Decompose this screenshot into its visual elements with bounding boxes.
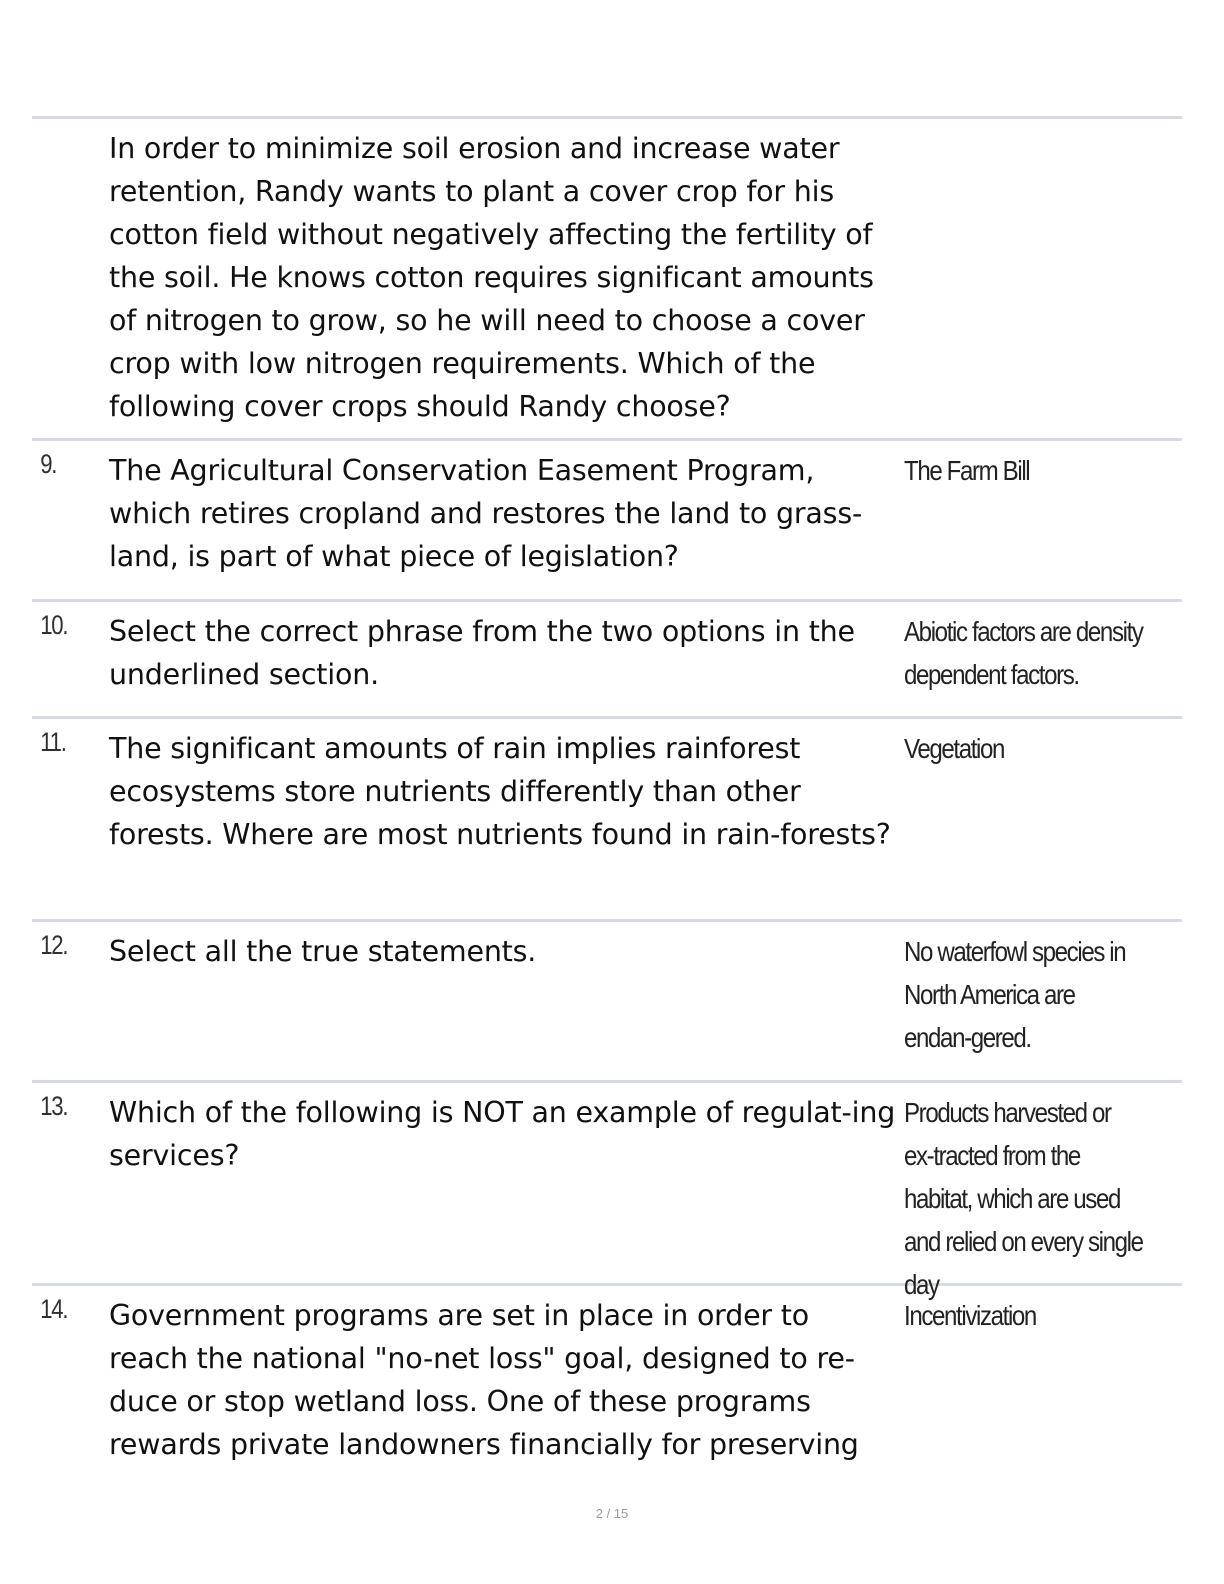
question-text: Select the correct phrase from the two options in the underlined section.	[109, 615, 855, 691]
question-row	[32, 1283, 1182, 1483]
question-text: The Agricultural Conservation Easement Program, which retires cropland and restores the land to grass-land, is part of what piece of legislation?	[109, 454, 863, 573]
question-row	[32, 599, 1182, 716]
answer-text: Incentivization	[904, 1300, 1036, 1331]
question-row	[32, 716, 1182, 919]
question-number	[32, 119, 95, 438]
question-number: 13.	[40, 1091, 68, 1121]
page-indicator: 2 / 15	[595, 1506, 629, 1521]
answer-text: Products harvested or ex-tracted from the habitat, which are used and relied on every single day	[904, 1097, 1143, 1300]
question-row	[32, 438, 1182, 599]
answer-text: Abiotic factors are density dependent factors.	[904, 616, 1143, 690]
answer-text: Vegetation	[904, 733, 1005, 764]
question-number: 9.	[40, 449, 57, 479]
question-number: 10.	[40, 610, 68, 640]
question-text: The significant amounts of rain implies rainforest ecosystems store nutrients differently than other forests. Where are most nutrients found in rain-forests?	[109, 732, 891, 851]
answer-text: The Farm Bill	[904, 455, 1030, 486]
answer-text	[904, 119, 1143, 438]
question-row	[32, 1080, 1182, 1300]
question-number: 12.	[40, 930, 68, 960]
answer-text: No waterfowl species in North America are endan-gered.	[904, 936, 1126, 1053]
question-text: Select all the true statements.	[109, 935, 537, 968]
question-text: Government programs are set in place in order to reach the national "no-net loss" goal, designed to re-duce or stop wetland loss. One of these programs rewards private landowners financially for preserving	[109, 1299, 859, 1461]
question-number: 11.	[40, 727, 66, 757]
question-row	[32, 919, 1182, 1080]
question-row	[32, 116, 1182, 438]
question-text: In order to minimize soil erosion and increase water retention, Randy wants to plant a cover crop for his cotton field without negatively affecting the fertility of the soil. He knows cotton requires significant amounts of nitrogen to grow, so he will need to choose a cover crop with low nitrogen requirements. Which of the following cover crops should Randy choose?	[109, 132, 874, 423]
question-text: Which of the following is NOT an example of regulat-ing services?	[109, 1096, 896, 1172]
question-number: 14.	[40, 1294, 68, 1324]
quiz-table	[32, 116, 1182, 1483]
